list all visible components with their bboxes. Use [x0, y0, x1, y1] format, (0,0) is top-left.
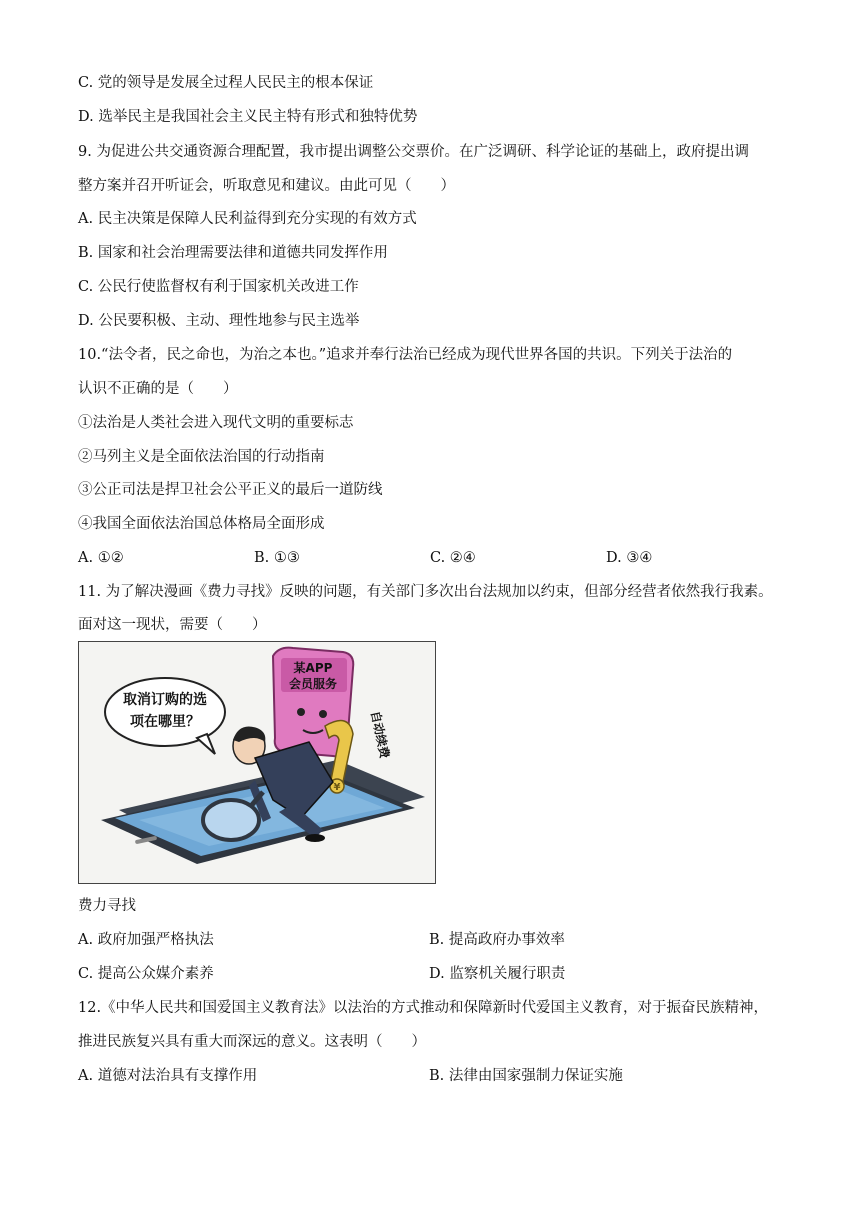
q10-statement-2: ②马列主义是全面依法治国的行动指南: [78, 449, 325, 465]
q10-stem-line2: 认识不正确的是（ ）: [78, 381, 238, 397]
q10-option-b: B. ①③: [254, 550, 300, 566]
q10-option-c: C. ②④: [430, 550, 476, 566]
q12-option-a: A. 道德对法治具有支撑作用: [78, 1068, 258, 1084]
bubble-text-line1: 取消订购的选: [123, 692, 207, 708]
q10-option-a: A. ①②: [78, 550, 124, 566]
q8-option-d: D. 选举民主是我国社会主义民主特有形式和独特优势: [78, 109, 418, 125]
q9-option-b: B. 国家和社会治理需要法律和道德共同发挥作用: [78, 245, 388, 261]
q8-option-c: C. 党的领导是发展全过程人民民主的根本保证: [78, 75, 374, 91]
q11-option-a: A. 政府加强严格执法: [78, 932, 214, 948]
q10-option-d: D. ③④: [606, 550, 653, 566]
q11-option-b: B. 提高政府办事效率: [429, 932, 565, 948]
q12-stem-line2: 推进民族复兴具有重大而深远的意义。这表明（ ）: [78, 1034, 426, 1050]
tag-text-line2: 会员服务: [288, 677, 338, 691]
bubble-text-line2: 项在哪里？: [130, 714, 200, 730]
tag-text-line1: 某APP: [293, 661, 333, 675]
q11-option-c: C. 提高公众媒介素养: [78, 966, 214, 982]
q9-stem-line2: 整方案并召开听证会，听取意见和建议。由此可见（ ）: [78, 178, 455, 194]
q11-stem-line1: 11. 为了解决漫画《费力寻找》反映的问题，有关部门多次出台法规加以约束，但部分经营者依然我行我素。: [78, 584, 773, 600]
q10-stem-line1: 10.“法令者，民之命也，为治之本也。”追求并奉行法治已经成为现代世界各国的共识。下列关于法治的: [78, 347, 733, 363]
q12-stem-line1: 12.《中华人民共和国爱国主义教育法》以法治的方式推动和保障新时代爱国主义教育，对于振奋民族精神，: [78, 1000, 769, 1016]
q9-option-d: D. 公民要积极、主动、理性地参与民主选举: [78, 313, 360, 329]
q11-stem-line2: 面对这一现状，需要（ ）: [78, 617, 267, 633]
q9-option-c: C. 公民行使监督权有利于国家机关改进工作: [78, 279, 359, 295]
q9-stem-line1: 9. 为促进公共交通资源合理配置，我市提出调整公交票价。在广泛调研、科学论证的基础上，政府提出调: [78, 144, 749, 160]
q12-option-b: B. 法律由国家强制力保证实施: [429, 1068, 623, 1084]
q9-option-a: A. 民主决策是保障人民利益得到充分实现的有效方式: [78, 211, 417, 227]
q11-option-d: D. 监察机关履行职责: [429, 966, 566, 982]
yen-symbol: ¥: [333, 782, 341, 793]
cartoon-caption: 费力寻找: [78, 898, 136, 914]
strap-text: 自动续费: [368, 709, 392, 760]
q10-statement-3: ③公正司法是捍卫社会公平正义的最后一道防线: [78, 482, 383, 498]
cartoon-figure: [78, 641, 436, 884]
q10-statement-4: ④我国全面依法治国总体格局全面形成: [78, 516, 325, 532]
q10-statement-1: ①法治是人类社会进入现代文明的重要标志: [78, 415, 354, 431]
